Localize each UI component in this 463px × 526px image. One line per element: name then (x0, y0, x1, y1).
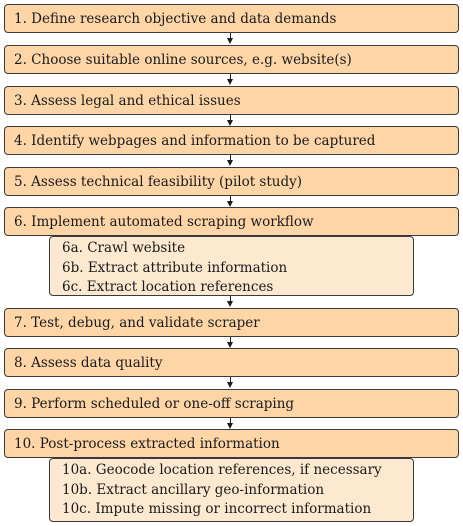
step-box-8 (4, 348, 459, 377)
arrow-down-icon (226, 377, 236, 389)
step-label: 4. Identify webpages and information to be captured (14, 133, 376, 149)
step-box-9 (4, 389, 459, 418)
step-label: 1. Define research objective and data demands (14, 11, 337, 27)
substep-box-6 (49, 236, 414, 296)
step-label: 6. Implement automated scraping workflow (14, 214, 314, 230)
step-box-7 (4, 308, 459, 337)
substep-label: 10a. Geocode location references, if necessary (62, 462, 382, 478)
arrow-down-icon (226, 74, 236, 86)
step-label: 8. Assess data quality (14, 355, 163, 371)
step-label: 9. Perform scheduled or one-off scraping (14, 396, 295, 412)
substep-label: 6b. Extract attribute information (62, 259, 288, 276)
arrow-down-icon (226, 33, 236, 45)
substep-box-10 (49, 458, 414, 522)
step-label: 3. Assess legal and ethical issues (14, 93, 241, 109)
step-box-1 (4, 4, 459, 33)
step-box-5 (4, 167, 459, 196)
step-label: 7. Test, debug, and validate scraper (14, 315, 260, 331)
step-label: 5. Assess technical feasibility (pilot study) (14, 174, 303, 190)
substep-label: 6a. Crawl website (62, 240, 186, 256)
arrow-down-icon (226, 155, 236, 167)
step-box-6 (4, 207, 459, 236)
step-box-3 (4, 86, 459, 115)
substep-label: 10c. Impute missing or incorrect information (62, 501, 372, 517)
arrow-down-icon (226, 296, 236, 308)
step-label: 10. Post-process extracted information (14, 436, 280, 452)
step-box-4 (4, 126, 459, 155)
step-box-2 (4, 45, 459, 74)
step-label: 2. Choose suitable online sources, e.g. website(s) (14, 52, 352, 68)
substep-label: 6c. Extract location references (62, 279, 274, 295)
step-box-10 (4, 429, 459, 458)
substep-label: 10b. Extract ancillary geo-information (62, 481, 325, 498)
